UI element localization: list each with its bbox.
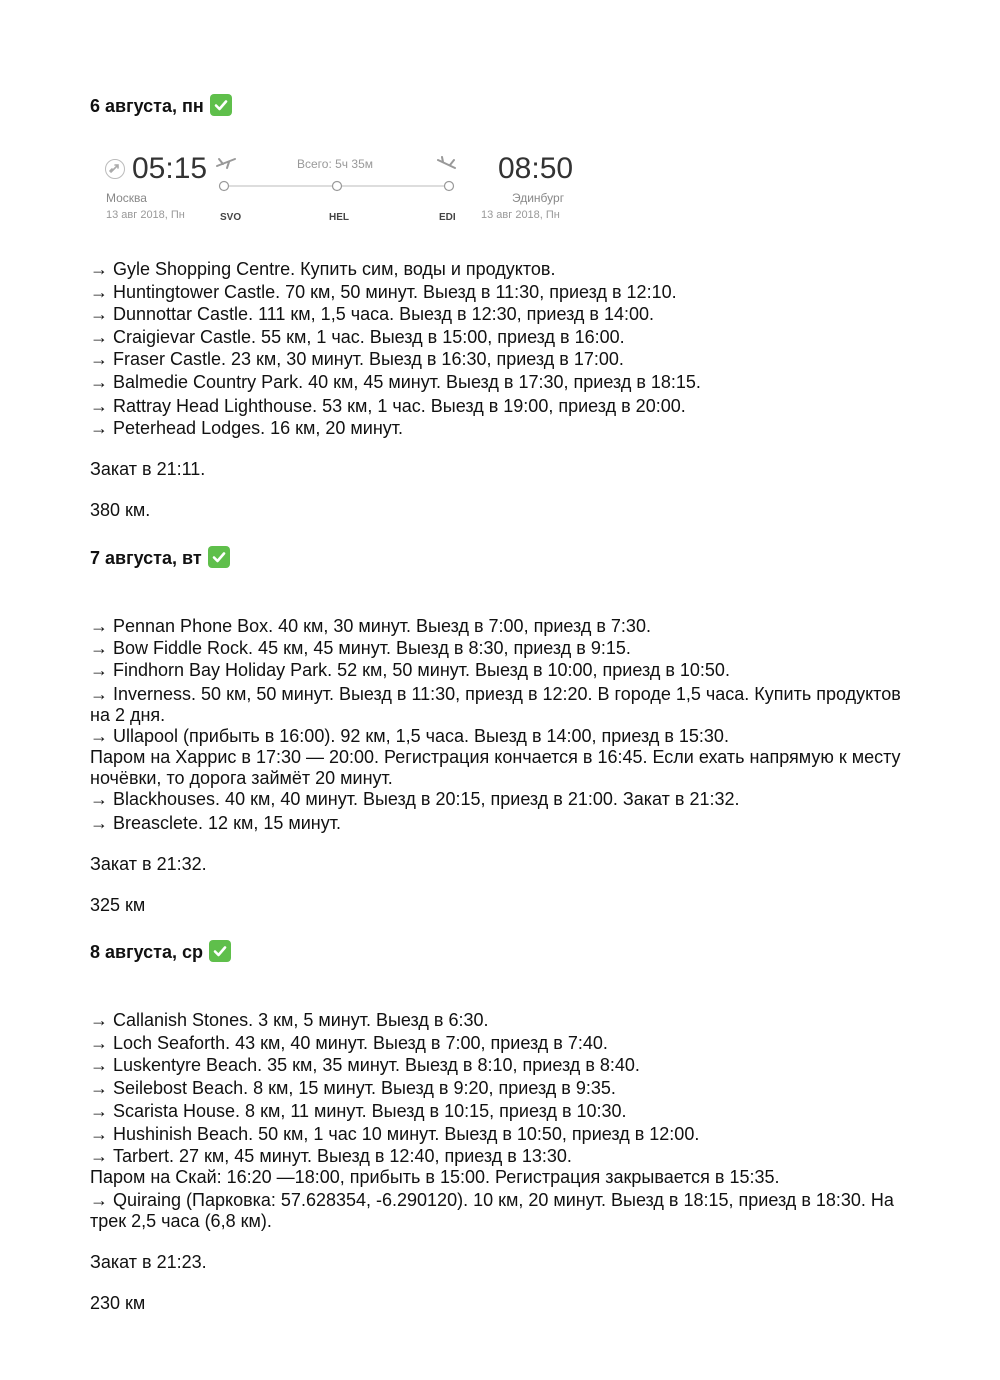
list-item <box>90 1146 920 1167</box>
arrow-icon: → <box>90 1078 108 1098</box>
arrow-icon: → <box>90 638 108 658</box>
day-heading-6-aug <box>90 94 232 117</box>
arrow-icon: → <box>90 327 108 347</box>
distance-text: 325 км <box>90 895 146 915</box>
item-text: Dunnottar Castle. 111 км, 1,5 часа. Выезд в 12:30, приезд в 14:00. <box>113 304 655 324</box>
arrow-icon: → <box>90 1010 108 1030</box>
item-text: Seilebost Beach. 8 км, 15 минут. Выезд в 9:20, приезд в 9:35. <box>113 1078 616 1098</box>
list-item <box>90 1078 920 1099</box>
sunset-text: Закат в 21:23. <box>90 1252 207 1272</box>
item-text: Inverness. 50 км, 50 минут. Выезд в 11:30, приезд в 12:20. В городе 1,5 часа. Купить продуктов на 2 дня. <box>90 684 901 725</box>
total-duration: Всего: 5ч 35м <box>297 157 373 171</box>
route-line <box>218 179 458 193</box>
list-item <box>90 638 920 659</box>
arrow-icon: → <box>90 1124 108 1144</box>
sunset-text: Закат в 21:11. <box>90 459 206 479</box>
arrow-icon: → <box>90 1055 108 1075</box>
arrow-icon: → <box>90 660 108 680</box>
list-item <box>90 259 920 280</box>
departure-plane-icon <box>105 159 125 179</box>
flight-summary <box>105 148 580 228</box>
arrow-icon: → <box>90 616 108 636</box>
arrow-icon: → <box>90 372 108 392</box>
item-text: Luskentyre Beach. 35 км, 35 минут. Выезд в 8:10, приезд в 8:40. <box>113 1055 640 1075</box>
list-item <box>90 726 920 747</box>
day-heading-text: 8 августа, ср <box>90 942 203 962</box>
arrow-icon: → <box>90 1146 108 1166</box>
airport-code-svo: SVO <box>220 212 242 223</box>
airport-code-hel: HEL <box>329 212 349 223</box>
airport-code-edi: EDI <box>439 212 456 223</box>
list-item <box>90 327 920 348</box>
takeoff-icon <box>215 156 239 170</box>
item-text: Blackhouses. 40 км, 40 минут. Выезд в 20:15, приезд в 21:00. Закат в 21:32. <box>113 789 740 809</box>
list-item <box>90 616 920 637</box>
item-text: Pennan Phone Box. 40 км, 30 минут. Выезд в 7:00, приезд в 7:30. <box>113 616 651 636</box>
list-item <box>90 1124 920 1145</box>
arrow-icon: → <box>90 349 108 369</box>
item-text: Quiraing (Парковка: 57.628354, -6.290120). 10 км, 20 минут. Выезд в 18:15, приезд в 18:30. На трек 2,5 часа (6,8 км). <box>90 1190 894 1231</box>
list-item <box>90 1190 920 1232</box>
arrow-icon: → <box>90 789 108 809</box>
check-mark-icon <box>210 94 232 116</box>
day-heading-text: 7 августа, вт <box>90 548 202 568</box>
list-item <box>90 1033 920 1054</box>
day-heading-text: 6 августа, пн <box>90 96 204 116</box>
day-heading-8-aug <box>90 940 231 963</box>
list-item <box>90 304 920 325</box>
check-mark-icon <box>209 940 231 962</box>
item-text: Rattray Head Lighthouse. 53 км, 1 час. Выезд в 19:00, приезд в 20:00. <box>113 396 686 416</box>
arrow-icon: → <box>90 813 108 833</box>
arrival-city: Эдинбург <box>512 191 565 205</box>
sunset-text: Закат в 21:32. <box>90 854 207 874</box>
arrow-icon: → <box>90 1101 108 1121</box>
departure-date: 13 авг 2018, Пн <box>106 209 185 221</box>
item-text: Loch Seaforth. 43 км, 40 минут. Выезд в 7:00, приезд в 7:40. <box>113 1033 608 1053</box>
distance-text: 380 км. <box>90 500 151 520</box>
arrow-icon: → <box>90 418 108 438</box>
item-text: Craigievar Castle. 55 км, 1 час. Выезд в 15:00, приезд в 16:00. <box>113 327 625 347</box>
list-item <box>90 1055 920 1076</box>
list-item <box>90 418 920 439</box>
list-item <box>90 813 920 834</box>
list-item <box>90 1010 920 1031</box>
item-text: Ullapool (прибыть в 16:00). 92 км, 1,5 часа. Выезд в 14:00, приезд в 15:30. <box>113 726 729 746</box>
list-item <box>90 372 920 393</box>
item-text: Fraser Castle. 23 км, 30 минут. Выезд в 16:30, приезд в 17:00. <box>113 349 624 369</box>
arrow-icon: → <box>90 1033 108 1053</box>
ferry-note: Паром на Харрис в 17:30 — 20:00. Регистрация кончается в 16:45. Если ехать напрямую к месту ночёвки, то дорога займёт 20 минут. <box>90 747 901 788</box>
item-text: Callanish Stones. 3 км, 5 минут. Выезд в 6:30. <box>113 1010 489 1030</box>
item-text: Gyle Shopping Centre. Купить сим, воды и продуктов. <box>113 259 556 279</box>
list-item <box>90 349 920 370</box>
list-item <box>90 660 920 681</box>
arrow-icon: → <box>90 684 108 704</box>
day-heading-7-aug <box>90 546 230 569</box>
item-text: Bow Fiddle Rock. 45 км, 45 минут. Выезд в 8:30, приезд в 9:15. <box>113 638 631 658</box>
item-text: Hushinish Beach. 50 км, 1 час 10 минут. Выезд в 10:50, приезд в 12:00. <box>113 1124 700 1144</box>
list-item <box>90 396 920 417</box>
check-mark-icon <box>208 546 230 568</box>
item-text: Scarista House. 8 км, 11 минут. Выезд в 10:15, приезд в 10:30. <box>113 1101 627 1121</box>
arrival-time: 08:50 <box>498 152 574 185</box>
item-text: Balmedie Country Park. 40 км, 45 минут. Выезд в 17:30, приезд в 18:15. <box>113 372 701 392</box>
distance-text: 230 км <box>90 1293 146 1313</box>
arrow-icon: → <box>90 396 108 416</box>
arrow-icon: → <box>90 1190 108 1210</box>
arrow-icon: → <box>90 304 108 324</box>
item-text: Findhorn Bay Holiday Park. 52 км, 50 минут. Выезд в 10:00, приезд в 10:50. <box>113 660 730 680</box>
list-item <box>90 789 920 810</box>
list-item <box>90 684 920 726</box>
departure-city: Москва <box>106 191 147 205</box>
arrow-icon: → <box>90 259 108 279</box>
item-text: Tarbert. 27 км, 45 минут. Выезд в 12:40, приезд в 13:30. <box>113 1146 572 1166</box>
item-text: Breasclete. 12 км, 15 минут. <box>113 813 341 833</box>
landing-icon <box>435 156 459 172</box>
departure-time: 05:15 <box>132 152 208 185</box>
arrow-icon: → <box>90 282 108 302</box>
arrow-icon: → <box>90 726 108 746</box>
list-item <box>90 282 920 303</box>
item-text: Huntingtower Castle. 70 км, 50 минут. Выезд в 11:30, приезд в 12:10. <box>113 282 677 302</box>
list-item <box>90 1101 920 1122</box>
ferry-note: Паром на Скай: 16:20 —18:00, прибыть в 15:00. Регистрация закрывается в 15:35. <box>90 1167 780 1187</box>
arrival-date: 13 авг 2018, Пн <box>481 209 560 221</box>
item-text: Peterhead Lodges. 16 км, 20 минут. <box>113 418 404 438</box>
